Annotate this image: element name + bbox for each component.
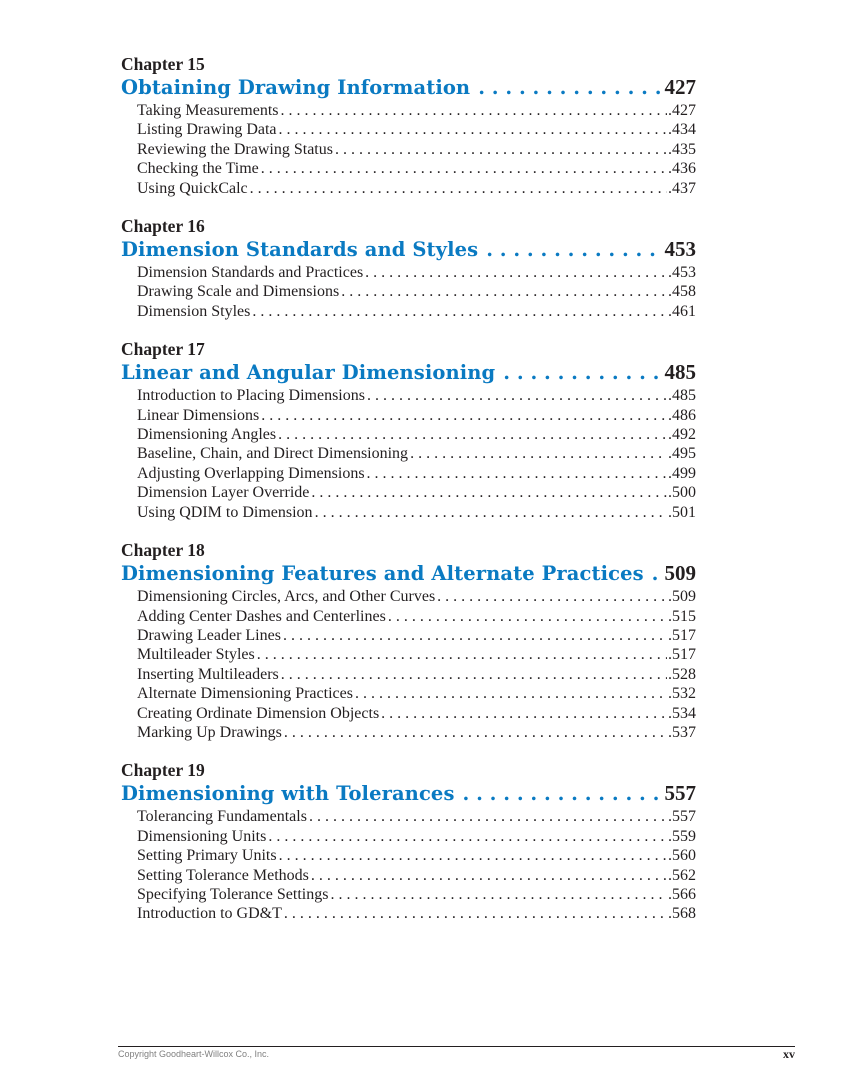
entry-title: Baseline, Chain, and Direct Dimensioning — [137, 445, 409, 463]
leader-dots — [252, 302, 667, 321]
entry-title: Setting Tolerance Methods — [137, 866, 309, 884]
leader-dots — [278, 425, 667, 444]
entry-page-number: .557 — [668, 808, 696, 826]
toc-entry[interactable] — [137, 425, 696, 444]
entry-page-number: .427 — [668, 102, 696, 119]
toc-entry[interactable] — [137, 302, 696, 321]
entry-title: Dimensioning Units — [137, 827, 267, 845]
leader-dots — [410, 444, 667, 463]
leader-dots — [335, 140, 667, 159]
entry-page-number: .534 — [668, 704, 696, 722]
entry-title: Reviewing the Drawing Status — [137, 140, 333, 158]
toc-entry[interactable] — [137, 263, 696, 282]
footer-page-number: xv — [783, 1047, 795, 1061]
leader-dots — [279, 846, 667, 865]
entry-title: Creating Ordinate Dimension Objects — [137, 704, 380, 722]
entry-page-number: .560 — [668, 847, 696, 865]
toc-entry[interactable] — [137, 159, 696, 178]
chapter-page-number: 453 — [664, 237, 696, 262]
entry-page-number: .517 — [668, 626, 696, 644]
entry-page-number: .562 — [668, 866, 696, 884]
entry-title: Dimension Styles — [137, 302, 251, 320]
toc-entry[interactable] — [137, 607, 696, 626]
entry-page-number: .436 — [668, 160, 696, 178]
leader-dots — [478, 75, 660, 100]
chapter-title-row[interactable] — [121, 781, 696, 806]
entry-title: Multileader Styles — [137, 646, 255, 664]
toc-entry[interactable] — [137, 807, 696, 826]
entry-title: Checking the Time — [137, 160, 259, 178]
toc-entry[interactable] — [137, 846, 696, 865]
chapter-title: Dimensioning Features and Alternate Practices — [121, 562, 644, 586]
leader-dots — [311, 483, 667, 502]
leader-dots — [355, 684, 667, 703]
leader-dots — [365, 263, 667, 282]
leader-dots — [503, 360, 660, 385]
footer-copyright: Copyright Goodheart-Willcox Co., Inc. — [118, 1049, 270, 1059]
entry-page-number: .517 — [668, 646, 696, 664]
toc-entry[interactable] — [137, 179, 696, 198]
chapter-title: Dimensioning with Tolerances — [121, 782, 455, 806]
entry-title: Introduction to Placing Dimensions — [137, 387, 365, 405]
entry-page-number: .528 — [668, 665, 696, 683]
entry-title: Marking Up Drawings — [137, 723, 282, 741]
entry-page-number: .486 — [668, 406, 696, 424]
leader-dots — [281, 665, 667, 684]
leader-dots — [257, 645, 667, 664]
chapter-page-number: 485 — [664, 360, 696, 385]
leader-dots — [367, 464, 667, 483]
toc-entry[interactable] — [137, 684, 696, 703]
leader-dots — [268, 827, 667, 846]
leader-dots — [311, 866, 667, 885]
chapter-page-number: 557 — [664, 781, 696, 806]
entry-title: Drawing Scale and Dimensions — [137, 283, 340, 301]
leader-dots — [284, 904, 667, 923]
entry-title: Tolerancing Fundamentals — [137, 808, 307, 826]
entry-title: Listing Drawing Data — [137, 121, 277, 139]
entry-title: Setting Primary Units — [137, 847, 277, 865]
toc-entry[interactable] — [137, 483, 696, 502]
chapter-title: Obtaining Drawing Information — [121, 76, 471, 99]
entry-page-number: .568 — [668, 905, 696, 923]
toc-entry[interactable] — [137, 626, 696, 645]
chapter-title-row[interactable] — [121, 360, 696, 385]
entry-page-number: .501 — [668, 503, 696, 521]
entry-title: Alternate Dimensioning Practices — [137, 685, 353, 703]
chapter-16 — [121, 216, 696, 321]
toc-entry[interactable] — [137, 885, 696, 904]
entry-title: Specifying Tolerance Settings — [137, 885, 329, 903]
entry-title: Dimension Layer Override — [137, 484, 310, 502]
entry-page-number: .559 — [668, 827, 696, 845]
leader-dots — [486, 237, 660, 262]
entry-title: Drawing Leader Lines — [137, 626, 281, 644]
toc-entry[interactable] — [137, 904, 696, 923]
leader-dots — [284, 723, 667, 742]
entry-page-number: .461 — [668, 302, 696, 320]
entry-title: Dimensioning Circles, Arcs, and Other Curves — [137, 588, 436, 606]
chapter-title: Linear and Angular Dimensioning — [121, 361, 496, 385]
entry-page-number: .453 — [668, 264, 696, 282]
chapter-page-number: 427 — [664, 75, 696, 99]
toc-entry[interactable] — [137, 866, 696, 885]
leader-dots — [281, 101, 667, 120]
leader-dots — [309, 807, 667, 826]
entry-page-number: .495 — [668, 445, 696, 463]
toc-entry[interactable] — [137, 386, 696, 405]
entry-title: Taking Measurements — [137, 102, 279, 119]
chapter-title: Dimension Standards and Styles — [121, 238, 479, 262]
entry-page-number: .532 — [668, 685, 696, 703]
chapter-label: Chapter 18 — [121, 540, 205, 561]
entry-page-number: .537 — [668, 723, 696, 741]
entry-page-number: .458 — [668, 283, 696, 301]
entry-title: Adjusting Overlapping Dimensions — [137, 464, 365, 482]
toc-entry[interactable] — [137, 723, 696, 742]
leader-dots — [279, 120, 667, 139]
chapter-title-row[interactable] — [121, 561, 696, 586]
toc-entry[interactable] — [137, 140, 696, 159]
leader-dots — [261, 406, 667, 425]
toc-entry[interactable] — [137, 406, 696, 425]
entry-title: Dimensioning Angles — [137, 426, 277, 444]
entry-page-number: .485 — [668, 387, 696, 405]
leader-dots — [437, 587, 667, 606]
chapter-15 — [121, 54, 696, 198]
toc-entry[interactable] — [137, 120, 696, 139]
entry-title: Linear Dimensions — [137, 406, 260, 424]
leader-dots — [388, 607, 667, 626]
table-of-contents — [121, 54, 696, 942]
entry-page-number: .437 — [668, 179, 696, 197]
leader-dots — [652, 561, 661, 586]
leader-dots — [315, 503, 667, 522]
entry-page-number: .435 — [668, 140, 696, 158]
chapter-title-row[interactable] — [121, 237, 696, 262]
chapter-label: Chapter 19 — [121, 760, 205, 781]
chapter-17 — [121, 339, 696, 522]
entry-page-number: .566 — [668, 885, 696, 903]
chapter-19 — [121, 760, 696, 923]
toc-entry[interactable] — [137, 464, 696, 483]
entry-page-number: .492 — [668, 426, 696, 444]
toc-entry[interactable] — [137, 645, 696, 664]
entry-title: Introduction to GD&T — [137, 905, 282, 923]
entry-page-number: .500 — [668, 484, 696, 502]
leader-dots — [261, 159, 667, 178]
entry-title: Adding Center Dashes and Centerlines — [137, 607, 386, 625]
chapter-label: Chapter 17 — [121, 339, 205, 360]
toc-entry[interactable] — [137, 587, 696, 606]
leader-dots — [283, 626, 667, 645]
leader-dots — [341, 282, 667, 301]
leader-dots — [330, 885, 667, 904]
entry-title: Using QuickCalc — [137, 179, 248, 197]
toc-entry[interactable] — [137, 827, 696, 846]
leader-dots — [250, 179, 667, 198]
entry-page-number: .499 — [668, 464, 696, 482]
toc-entry[interactable] — [137, 444, 696, 463]
toc-entry[interactable] — [137, 503, 696, 522]
entry-page-number: .434 — [668, 121, 696, 139]
entry-title: Inserting Multileaders — [137, 665, 279, 683]
leader-dots — [381, 704, 667, 723]
chapter-18 — [121, 540, 696, 742]
toc-entry[interactable] — [137, 704, 696, 723]
toc-entry[interactable] — [137, 282, 696, 301]
entry-title: Using QDIM to Dimension — [137, 503, 313, 521]
chapter-label: Chapter 15 — [121, 54, 205, 74]
leader-dots — [367, 386, 667, 405]
entry-title: Dimension Standards and Practices — [137, 264, 364, 282]
leader-dots — [463, 781, 661, 806]
chapter-page-number: 509 — [664, 561, 696, 586]
toc-entry[interactable] — [137, 101, 696, 120]
entry-page-number: .515 — [668, 607, 696, 625]
chapter-title-row[interactable] — [121, 75, 696, 100]
entry-page-number: .509 — [668, 588, 696, 606]
toc-entry[interactable] — [137, 665, 696, 684]
footer-divider — [118, 1046, 795, 1047]
chapter-label: Chapter 16 — [121, 216, 205, 237]
